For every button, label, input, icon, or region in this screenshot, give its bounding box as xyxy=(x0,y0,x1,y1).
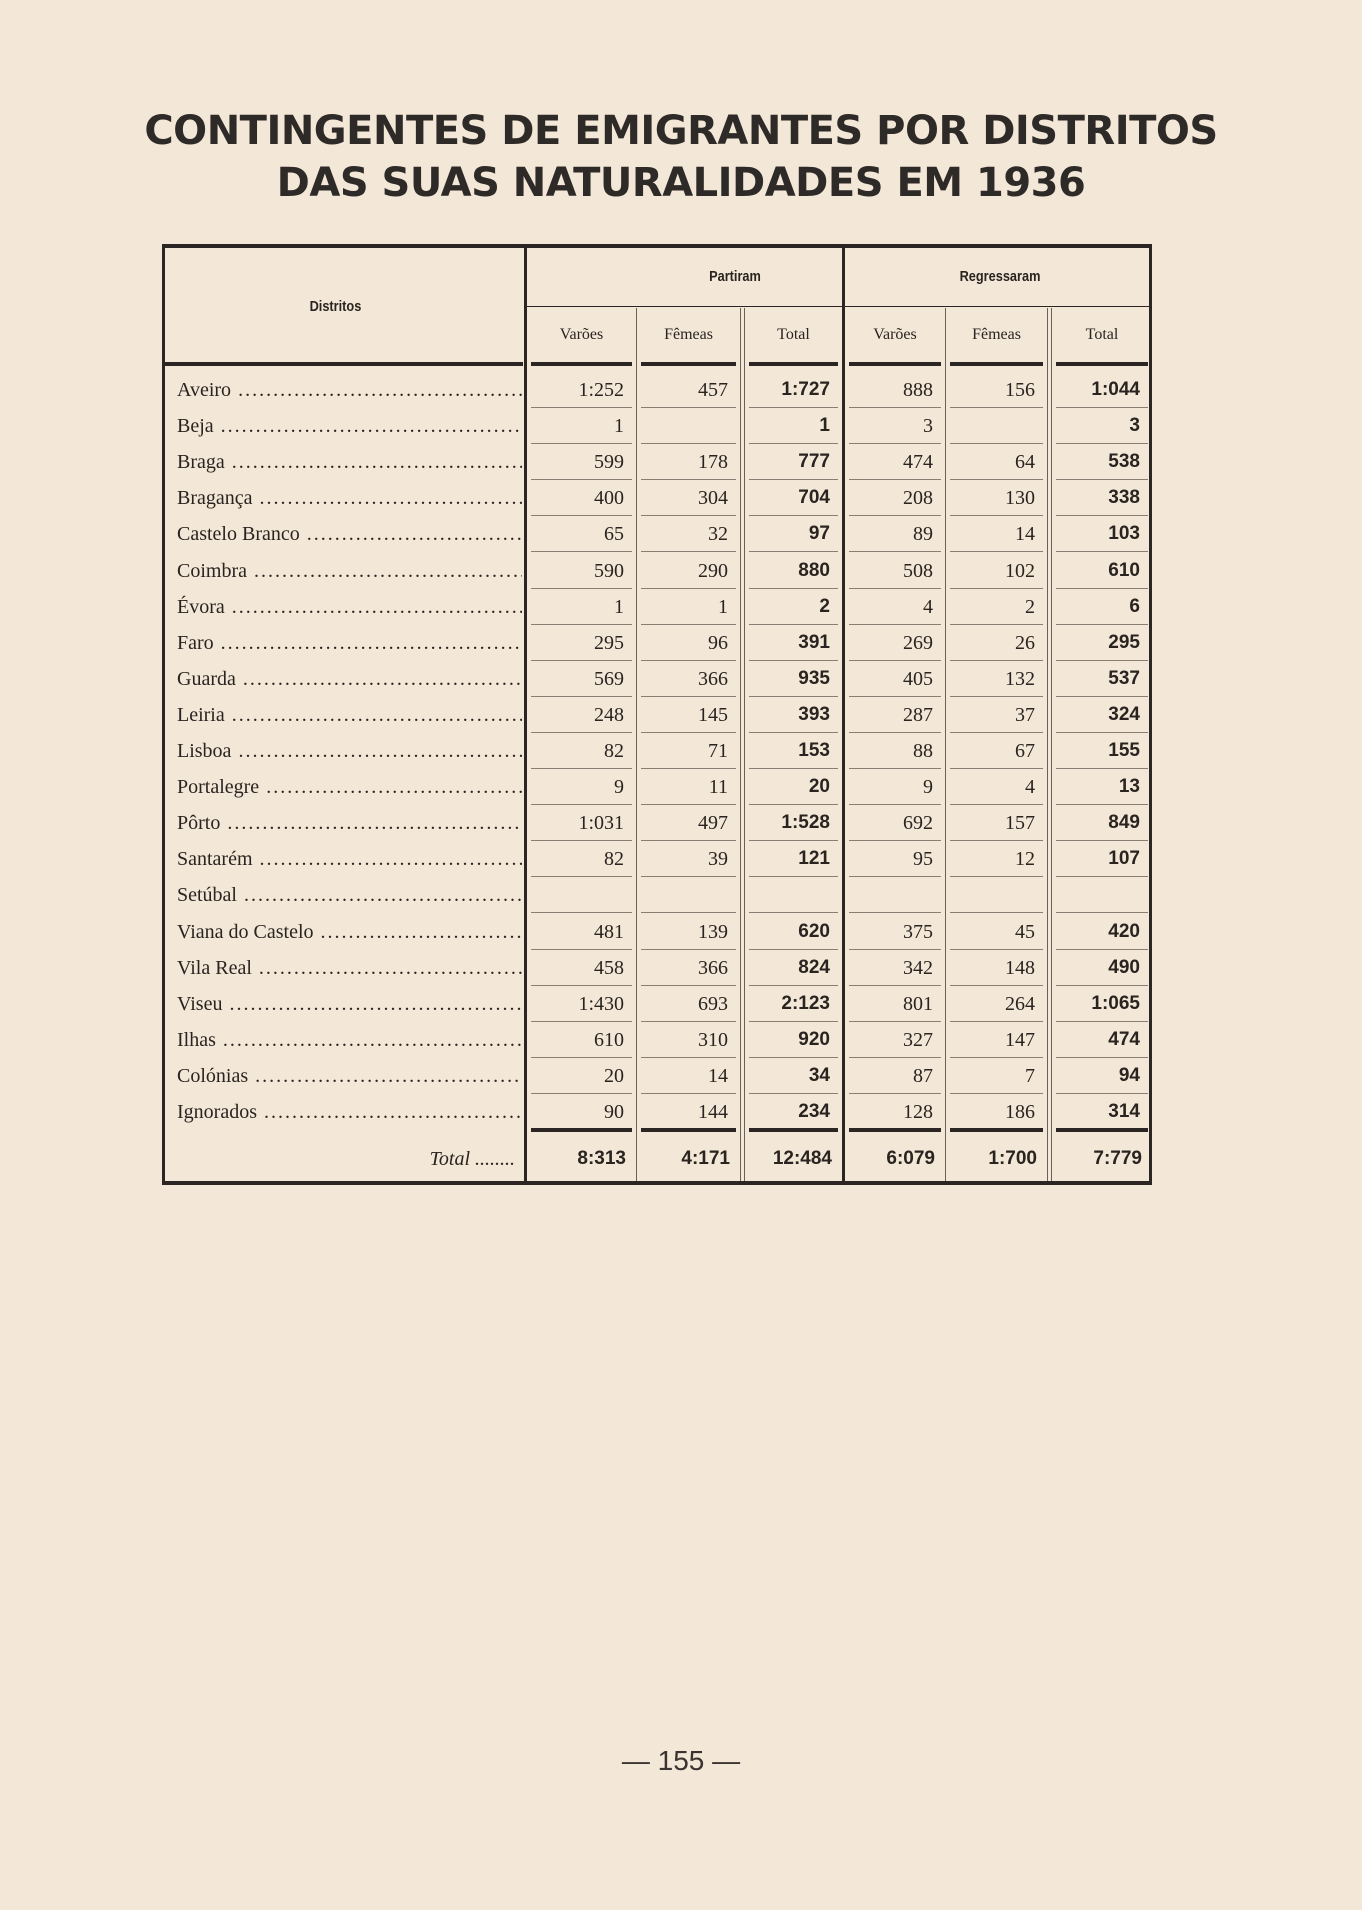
value-cell: 95 xyxy=(913,848,933,871)
value-cell: 102 xyxy=(1005,559,1035,582)
value-cell: 590 xyxy=(594,559,624,582)
value-cell: 400 xyxy=(594,487,624,510)
table-row xyxy=(165,805,1149,841)
value-cell: 693 xyxy=(698,992,728,1015)
table-row xyxy=(165,1022,1149,1058)
total-cell: 107 xyxy=(1108,848,1140,870)
total-cell: 420 xyxy=(1108,920,1140,942)
value-cell: 295 xyxy=(594,631,624,654)
value-cell: 474 xyxy=(903,451,933,474)
total-row xyxy=(165,1134,1149,1184)
value-cell: 248 xyxy=(594,703,624,726)
subheader-2: Total xyxy=(777,326,810,343)
total-cell: 153 xyxy=(798,740,830,761)
subheader-5: Total xyxy=(1085,326,1119,343)
value-cell: 290 xyxy=(698,559,728,582)
total-cell: 1 xyxy=(819,415,830,437)
total-cell: 704 xyxy=(798,487,830,509)
district-name: Braga ..... xyxy=(177,444,522,480)
district-name: Pôrto ..... xyxy=(177,805,522,841)
value-cell: 144 xyxy=(698,1101,728,1123)
total-cell: 538 xyxy=(1108,451,1140,473)
value-cell: 20 xyxy=(604,1064,624,1087)
header-distritos: Distritos xyxy=(309,298,362,315)
page-title-line-2: DAS SUAS NATURALIDADES EM 1936 xyxy=(276,160,1086,206)
value-cell: 1:252 xyxy=(578,379,624,401)
district-name: Bragança ..... xyxy=(177,480,522,516)
total-cell: 324 xyxy=(1108,703,1140,725)
header-regressaram: Regressaram xyxy=(959,268,1041,285)
subheader-1: Fêmeas xyxy=(664,326,713,343)
district-name: Beja ..... xyxy=(177,408,522,444)
total-cell: 1:727 xyxy=(781,379,830,400)
header-rule xyxy=(165,362,523,366)
total-cell: 13 xyxy=(1118,776,1140,798)
total-cell: 1:528 xyxy=(781,812,830,834)
total-cell: 234 xyxy=(798,1101,830,1122)
value-cell: 139 xyxy=(698,920,728,943)
page-title-line-1: CONTINGENTES DE EMIGRANTES POR DISTRITOS xyxy=(144,108,1218,154)
value-cell: 82 xyxy=(604,740,624,762)
value-cell: 304 xyxy=(698,487,728,510)
total-cell: 610 xyxy=(1108,559,1140,581)
value-cell: 3 xyxy=(923,415,933,438)
header-partiram: Partiram xyxy=(709,268,761,285)
value-cell: 610 xyxy=(594,1028,624,1051)
table-row xyxy=(165,661,1149,697)
value-cell: 2 xyxy=(1025,595,1035,618)
total-cell: 338 xyxy=(1108,487,1140,509)
subheader-4: Fêmeas xyxy=(972,326,1021,343)
total-cell: 824 xyxy=(798,956,830,978)
district-name: Ilhas ..... xyxy=(177,1022,522,1058)
value-cell: 89 xyxy=(913,523,933,546)
table-row xyxy=(165,769,1149,805)
grand-total-cell: 4:171 xyxy=(681,1148,730,1169)
value-cell: 599 xyxy=(594,451,624,474)
district-name: Aveiro ..... xyxy=(177,372,522,408)
value-cell: 71 xyxy=(708,740,728,762)
value-cell: 208 xyxy=(903,487,933,510)
district-name: Viana do Castelo ..... xyxy=(177,914,522,950)
value-cell: 1 xyxy=(718,595,728,618)
emigrants-table xyxy=(162,244,1152,1185)
value-cell: 147 xyxy=(1005,1028,1035,1051)
grand-total-cell: 1:700 xyxy=(988,1148,1037,1169)
value-cell: 287 xyxy=(903,703,933,726)
total-cell: 2 xyxy=(819,595,830,617)
total-cell: 295 xyxy=(1108,631,1140,653)
table-row xyxy=(165,733,1149,769)
table-row xyxy=(165,553,1149,589)
value-cell: 37 xyxy=(1015,703,1035,726)
header-rule xyxy=(531,362,632,366)
district-name: Leiria ..... xyxy=(177,697,522,733)
value-cell: 497 xyxy=(698,812,728,835)
value-cell: 130 xyxy=(1005,487,1035,510)
value-cell: 128 xyxy=(903,1101,933,1123)
value-cell: 145 xyxy=(698,703,728,726)
header-rule xyxy=(1056,362,1148,366)
value-cell: 888 xyxy=(903,379,933,401)
value-cell: 88 xyxy=(913,740,933,762)
value-cell: 1:031 xyxy=(578,812,624,835)
value-cell: 1:430 xyxy=(578,992,624,1015)
page-number: — 155 — xyxy=(621,1745,741,1776)
value-cell: 156 xyxy=(1005,379,1035,401)
total-cell: 121 xyxy=(798,848,830,870)
table-row xyxy=(165,841,1149,877)
total-cell: 620 xyxy=(798,920,830,942)
table-row xyxy=(165,408,1149,444)
total-cell: 314 xyxy=(1108,1101,1140,1122)
value-cell: 457 xyxy=(698,379,728,401)
total-cell: 34 xyxy=(808,1064,830,1086)
grand-total-cell: 6:079 xyxy=(886,1148,935,1169)
table-row xyxy=(165,986,1149,1022)
table-row xyxy=(165,372,1149,408)
value-cell: 366 xyxy=(698,956,728,979)
value-cell: 1 xyxy=(614,415,624,438)
value-cell: 7 xyxy=(1025,1064,1035,1087)
table-row xyxy=(165,480,1149,516)
value-cell: 405 xyxy=(903,667,933,690)
value-cell: 12 xyxy=(1015,848,1035,871)
value-cell: 4 xyxy=(1025,776,1035,799)
value-cell: 327 xyxy=(903,1028,933,1051)
value-cell: 4 xyxy=(923,595,933,618)
district-name: Évora ..... xyxy=(177,589,522,625)
group-header-divider xyxy=(527,306,1149,307)
value-cell: 11 xyxy=(708,776,728,799)
total-cell: 1:044 xyxy=(1091,379,1140,400)
district-name: Viseu ..... xyxy=(177,986,522,1022)
table-row xyxy=(165,877,1149,913)
value-cell: 692 xyxy=(903,812,933,835)
total-label: Total ........ xyxy=(429,1148,515,1170)
district-name: Castelo Branco ..... xyxy=(177,516,522,552)
value-cell: 32 xyxy=(708,523,728,546)
value-cell: 269 xyxy=(903,631,933,654)
value-cell: 157 xyxy=(1005,812,1035,835)
value-cell: 64 xyxy=(1015,451,1035,474)
value-cell: 481 xyxy=(594,920,624,943)
district-name: Ignorados ..... xyxy=(177,1094,522,1130)
value-cell: 9 xyxy=(923,776,933,799)
header-rule xyxy=(950,362,1043,366)
district-name: Lisboa ..... xyxy=(177,733,522,769)
district-name: Setúbal ..... xyxy=(177,877,522,913)
table-row xyxy=(165,1058,1149,1094)
total-cell: 537 xyxy=(1108,667,1140,689)
header-rule xyxy=(641,362,736,366)
value-cell: 310 xyxy=(698,1028,728,1051)
table-row xyxy=(165,950,1149,986)
total-cell: 920 xyxy=(798,1028,830,1050)
value-cell: 148 xyxy=(1005,956,1035,979)
value-cell: 342 xyxy=(903,956,933,979)
value-cell: 14 xyxy=(1015,523,1035,546)
value-cell: 569 xyxy=(594,667,624,690)
subheader-0: Varões xyxy=(559,326,604,343)
district-name: Vila Real ..... xyxy=(177,950,522,986)
value-cell: 65 xyxy=(604,523,624,546)
table-row xyxy=(165,625,1149,661)
total-cell: 103 xyxy=(1108,523,1140,545)
total-cell: 6 xyxy=(1129,595,1140,617)
total-cell: 777 xyxy=(798,451,830,473)
subheader-3: Varões xyxy=(873,326,917,343)
value-cell: 45 xyxy=(1015,920,1035,943)
value-cell: 9 xyxy=(614,776,624,799)
value-cell: 186 xyxy=(1005,1101,1035,1123)
value-cell: 801 xyxy=(903,992,933,1015)
value-cell: 375 xyxy=(903,920,933,943)
value-cell: 264 xyxy=(1005,992,1035,1015)
total-cell: 2:123 xyxy=(781,992,830,1014)
table-row xyxy=(165,444,1149,480)
district-name: Guarda ..... xyxy=(177,661,522,697)
total-cell: 1:065 xyxy=(1091,992,1140,1014)
table-row xyxy=(165,1094,1149,1130)
value-cell: 96 xyxy=(708,631,728,654)
table-row xyxy=(165,697,1149,733)
value-cell: 87 xyxy=(913,1064,933,1087)
value-cell: 82 xyxy=(604,848,624,871)
header-rule xyxy=(849,362,941,366)
total-cell: 3 xyxy=(1129,415,1140,437)
total-cell: 155 xyxy=(1108,740,1140,761)
value-cell: 458 xyxy=(594,956,624,979)
value-cell: 67 xyxy=(1015,740,1035,762)
district-name: Coimbra ..... xyxy=(177,553,522,589)
total-cell: 391 xyxy=(798,631,830,653)
total-cell: 935 xyxy=(798,667,830,689)
value-cell: 26 xyxy=(1015,631,1035,654)
table-row xyxy=(165,589,1149,625)
total-cell: 97 xyxy=(808,523,830,545)
table-row xyxy=(165,914,1149,950)
value-cell: 366 xyxy=(698,667,728,690)
total-cell: 94 xyxy=(1118,1064,1140,1086)
value-cell: 132 xyxy=(1005,667,1035,690)
value-cell: 178 xyxy=(698,451,728,474)
grand-total-cell: 7:779 xyxy=(1093,1148,1142,1169)
value-cell: 508 xyxy=(903,559,933,582)
value-cell: 14 xyxy=(708,1064,728,1087)
value-cell: 1 xyxy=(614,595,624,618)
total-cell: 880 xyxy=(798,559,830,581)
value-cell: 90 xyxy=(604,1101,624,1123)
table-row xyxy=(165,516,1149,552)
district-name: Colónias ..... xyxy=(177,1058,522,1094)
total-cell: 20 xyxy=(808,776,830,798)
value-cell: 39 xyxy=(708,848,728,871)
header-rule xyxy=(749,362,838,366)
total-cell: 490 xyxy=(1108,956,1140,978)
total-cell: 849 xyxy=(1108,812,1140,834)
total-cell: 393 xyxy=(798,703,830,725)
district-name: Faro ..... xyxy=(177,625,522,661)
total-cell: 474 xyxy=(1108,1028,1140,1050)
district-name: Portalegre ..... xyxy=(177,769,522,805)
district-name: Santarém ..... xyxy=(177,841,522,877)
grand-total-cell: 12:484 xyxy=(772,1148,832,1169)
grand-total-cell: 8:313 xyxy=(577,1148,626,1169)
